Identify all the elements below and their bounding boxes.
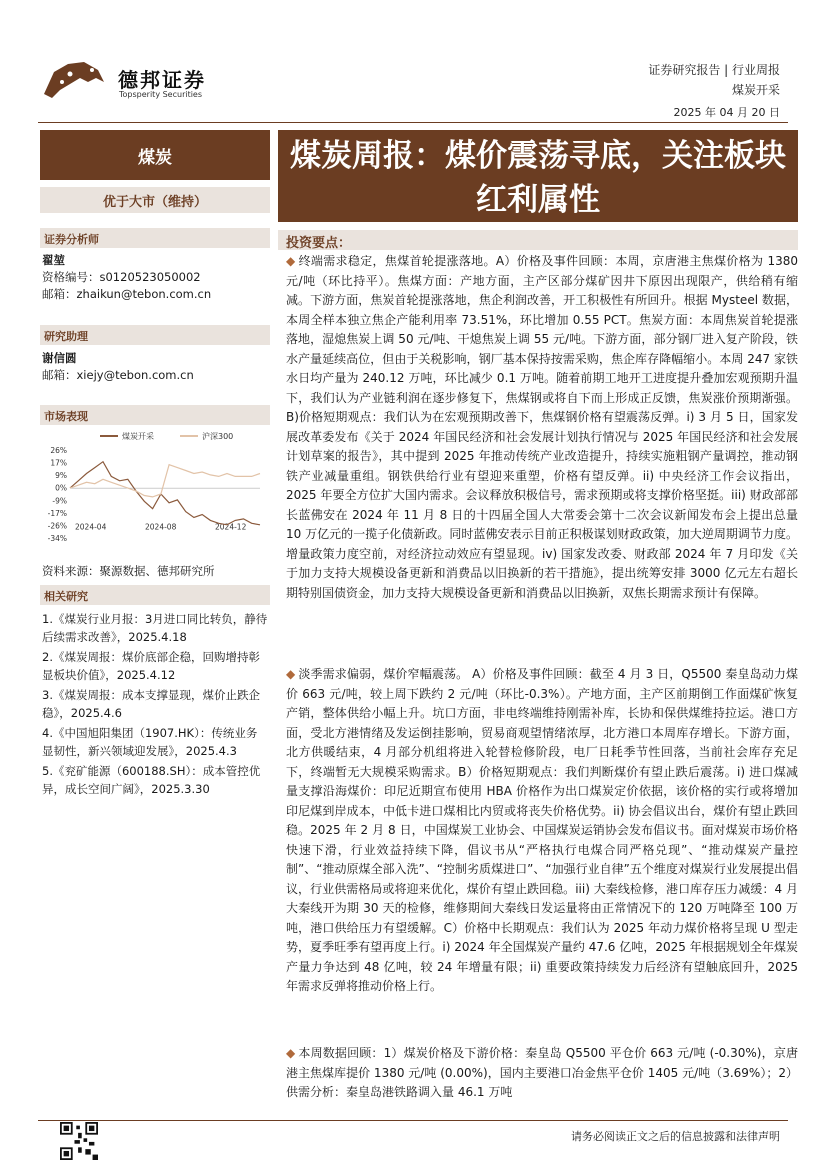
bullet-icon: ◆ (286, 667, 296, 681)
y-tick-label: -34% (47, 534, 67, 543)
bullet-icon: ◆ (286, 254, 296, 268)
keypoint-coking-coal (286, 252, 798, 652)
keypoints-heading: 投资要点： (278, 230, 798, 250)
rating-label: 优于大市（维持） (40, 187, 270, 213)
assistant-heading: 研究助理 (40, 325, 270, 345)
report-title: 煤炭周报：煤价震荡寻底，关注板块红利属性 (278, 130, 798, 222)
y-tick-label: 9% (55, 471, 67, 481)
report-date: 2025 年 04 月 20 日 (673, 106, 780, 119)
keypoint-text: 终端需求稳定，焦煤首轮提涨落地。A）价格及事件回顾：本周，京唐港主焦煤价格为 1380 元/吨（环比持平）。焦煤方面：产地方面，主产区部分煤矿因井下原因出现限产，供给稍有缩减。下游方面，焦炭首轮提涨落地，焦企利润改善，开工积极性有所回升。根据 Mysteel 数据，本周全样本独立焦企产能利用率 73.51%，环比增加 0.55 PCT。焦炭方面：本周焦炭首轮提涨落地，湿熄焦炭上调 50 元/吨、干熄焦炭上调 55 元/吨。下游方面，部分钢厂进入复产阶段，铁水产量延续高位，但由于关税影响，钢厂基本保持按需采购，焦企库存降幅缩小。本周 247 家铁水日均产量为 240.12 万吨，环比减少 0.1 万吨。随着前期工地开工进度提升叠加宏观预期升温下，我们认为产业链利润在逐步修复下，焦煤钢或将自下而上形成正反馈，焦炭涨价预期渐强。B)价格短期观点：我们认为在宏观预期改善下，焦煤钢价格有望震荡反弹。i) 3 月 5 日，国家发展改革委发布《关于 2024 年国民经济和社会发展计划执行情况与 2025 年国民经济和社会发展计划草案的报告》，其中提到 2025 年推动传统产业改造提升，持续实施粗钢产量调控，推动钢铁产业减量重组。钢铁供给行业有望迎来重塑，价格有望反弹。ii) 中央经济工作会议指出，2025 年要全方位扩大国内需求。会议释放积极信号，需求预期或将支撑价格坚挺。iii) 财政部部长蓝佛安在 2024 年 11 月 8 日的十四届全国人大常委会第十二次会议新闻发布会上提出总量 10 万亿元的一揽子化债新政。同时蓝佛安表示目前正积极谋划财政政策，加大逆周期调节力度。增量政策力度空前，对经济拉动效应有望显现。iv) 国家发改委、财政部 2024 年 7 月印发《关于加力支持大规模设备更新和消费品以旧换新的若干措施》，提出统筹安排 3000 亿元左右超长期特别国债资金，加力支持大规模设备更新和消费品以旧换新，双焦长期需求预计有保障。 (286, 254, 798, 600)
analyst-name: 翟堃 (42, 253, 65, 267)
related-item[interactable]: 1.《煤炭行业月报：3月进口同比转负，静待后续需求改善》，2025.4.18 (42, 612, 268, 644)
assistant-name: 谢信圆 (42, 351, 77, 365)
qr-code-icon (60, 1122, 98, 1160)
related-item[interactable]: 3.《煤炭周报：成本支撑显现，煤价止跌企稳》，2025.4.6 (42, 688, 260, 720)
related-item[interactable]: 4.《中国旭阳集团（1907.HK）：传统业务显韧性，新兴领域迎发展》，2025.4.3 (42, 726, 258, 758)
sector-label: 煤炭 (40, 130, 270, 180)
y-tick-label: -9% (52, 496, 67, 506)
header-divider (38, 122, 788, 123)
chart-series (70, 462, 260, 525)
y-tick-label: 26% (50, 446, 67, 455)
chart-source: 资料来源：聚源数据、德邦研究所 (42, 564, 215, 578)
assistant-email[interactable]: 邮箱：xiejy@tebon.com.cn (42, 368, 194, 382)
related-list (42, 610, 268, 800)
series-line-1 (70, 465, 260, 497)
brand-name: 德邦证券 (118, 68, 206, 92)
market-performance-chart (40, 428, 270, 548)
legend-coal: 煤炭开采 (122, 432, 154, 441)
x-axis (70, 488, 260, 531)
related-item[interactable]: 5.《兖矿能源（600188.SH）：成本管控优异，成长空间广阔》，2025.3.30 (42, 764, 261, 796)
keypoint-text: 本周数据回顾：1）煤炭价格及下游价格：秦皇岛 Q5500 平仓价 663 元/吨 (-0.30%)，京唐港主焦煤库提价 1380 元/吨 (0.00%)，国内主要港口冶金焦平仓价 1405 元/吨（3.69%）；2）供需分析：秦皇岛港铁路调入量 46.1 万吨 (286, 1046, 798, 1099)
bullet-icon: ◆ (286, 1046, 296, 1060)
report-type: 证券研究报告 | 行业周报 (648, 63, 780, 77)
y-tick-label: 17% (50, 458, 67, 468)
sector-path: 煤炭开采 (731, 83, 780, 97)
footer-divider (38, 1120, 788, 1121)
analyst-cert: 资格编号：s0120523050002 (42, 270, 201, 284)
analyst-info (42, 252, 211, 303)
legal-disclaimer: 请务必阅读正文之后的信息披露和法律声明 (571, 1130, 780, 1143)
y-tick-label: -17% (47, 508, 67, 518)
analyst-email[interactable]: 邮箱：zhaikun@tebon.com.cn (42, 287, 212, 301)
y-tick-label: 0% (55, 483, 67, 493)
series-line-0 (70, 462, 260, 525)
chart-legend (100, 431, 233, 441)
keypoint-text: 淡季需求偏弱，煤价窄幅震荡。 A）价格及事件回顾：截至 4 月 3 日，Q5500 秦皇岛动力煤价 663 元/吨，较上周下跌约 2 元/吨（环比-0.3%）。产地方面，主产区前期倒工作面煤矿恢复产销，整体供给小幅上升。坑口方面，非电终端维持刚需补库，长协和保供煤维持拉运。港口方面，受北方港情绪及发运倒挂影响，贸易商观望情绪浓厚，北方港口本周库存增长。下游方面，北方供暖结束，4 月部分机组将进入轮替检修阶段，电厂日耗季节性回落，当前社会库存充足下，终端暂无大规模采购需求。B）价格短期观点：我们判断煤价有望止跌后震荡。i) 进口煤减量支撑沿海煤价：印尼近期宣布使用 HBA 价格作为出口煤炭定价依据，该价格的实行或将增加印尼煤到岸成本，中低卡进口煤相比内贸或将丧失价格优势。ii) 协会倡议出台，煤价有望止跌回稳。2025 年 2 月 8 日，中国煤炭工业协会、中国煤炭运销协会发布倡议书。面对煤炭市场价格快速下滑，行业效益持续下降，倡议书从“严格执行电煤合同严格兑现”、“推动煤炭产量控制”、“推动原煤全部入洗”、“控制劣质煤进口”、“加强行业自律”五个维度对煤炭行业发展提出倡议，行业供需格局或将迎来优化，煤价有望止跌回稳。iii) 大秦线检修，港口库存压力减缓：4 月大秦线开为期 30 天的检修，维修期间大秦线日发运量将由正常情况下的 120 万吨降至 100 万吨，港口供给压力有望缓解。C）价格中长期观点：我们认为 2025 年动力煤价格将呈现 U 型走势，夏季旺季有望再度上行。i) 2024 年全国煤炭产量约 47.6 亿吨，2025 年根据规划全年煤炭产量力争达到 48 亿吨，较 24 年增量有限；ii) 重要政策持续发力后经济有望触底回升，2025 年需求反弹将推动价格上行。 (286, 667, 798, 993)
legend-hs300: 沪深300 (202, 432, 234, 441)
assistant-info (42, 350, 194, 384)
y-tick-label: -26% (47, 521, 67, 531)
keypoint-weekly-data (286, 1044, 798, 1104)
market-heading: 市场表现 (40, 405, 270, 425)
analyst-heading: 证券分析师 (40, 228, 270, 248)
x-tick-label: 2024-04 (75, 522, 107, 532)
y-axis (48, 446, 67, 543)
tebon-logo-icon (40, 56, 110, 102)
keypoint-thermal-coal (286, 665, 798, 1035)
related-heading: 相关研究 (40, 585, 270, 605)
x-tick-label: 2024-12 (215, 522, 247, 532)
report-meta (648, 60, 780, 100)
x-tick-label: 2024-08 (145, 522, 177, 532)
related-item[interactable]: 2.《煤炭周报：煤价底部企稳，回购增持彰显板块价值》，2025.4.12 (42, 650, 260, 682)
brand-name-en: Topsperity Securities (119, 90, 203, 99)
